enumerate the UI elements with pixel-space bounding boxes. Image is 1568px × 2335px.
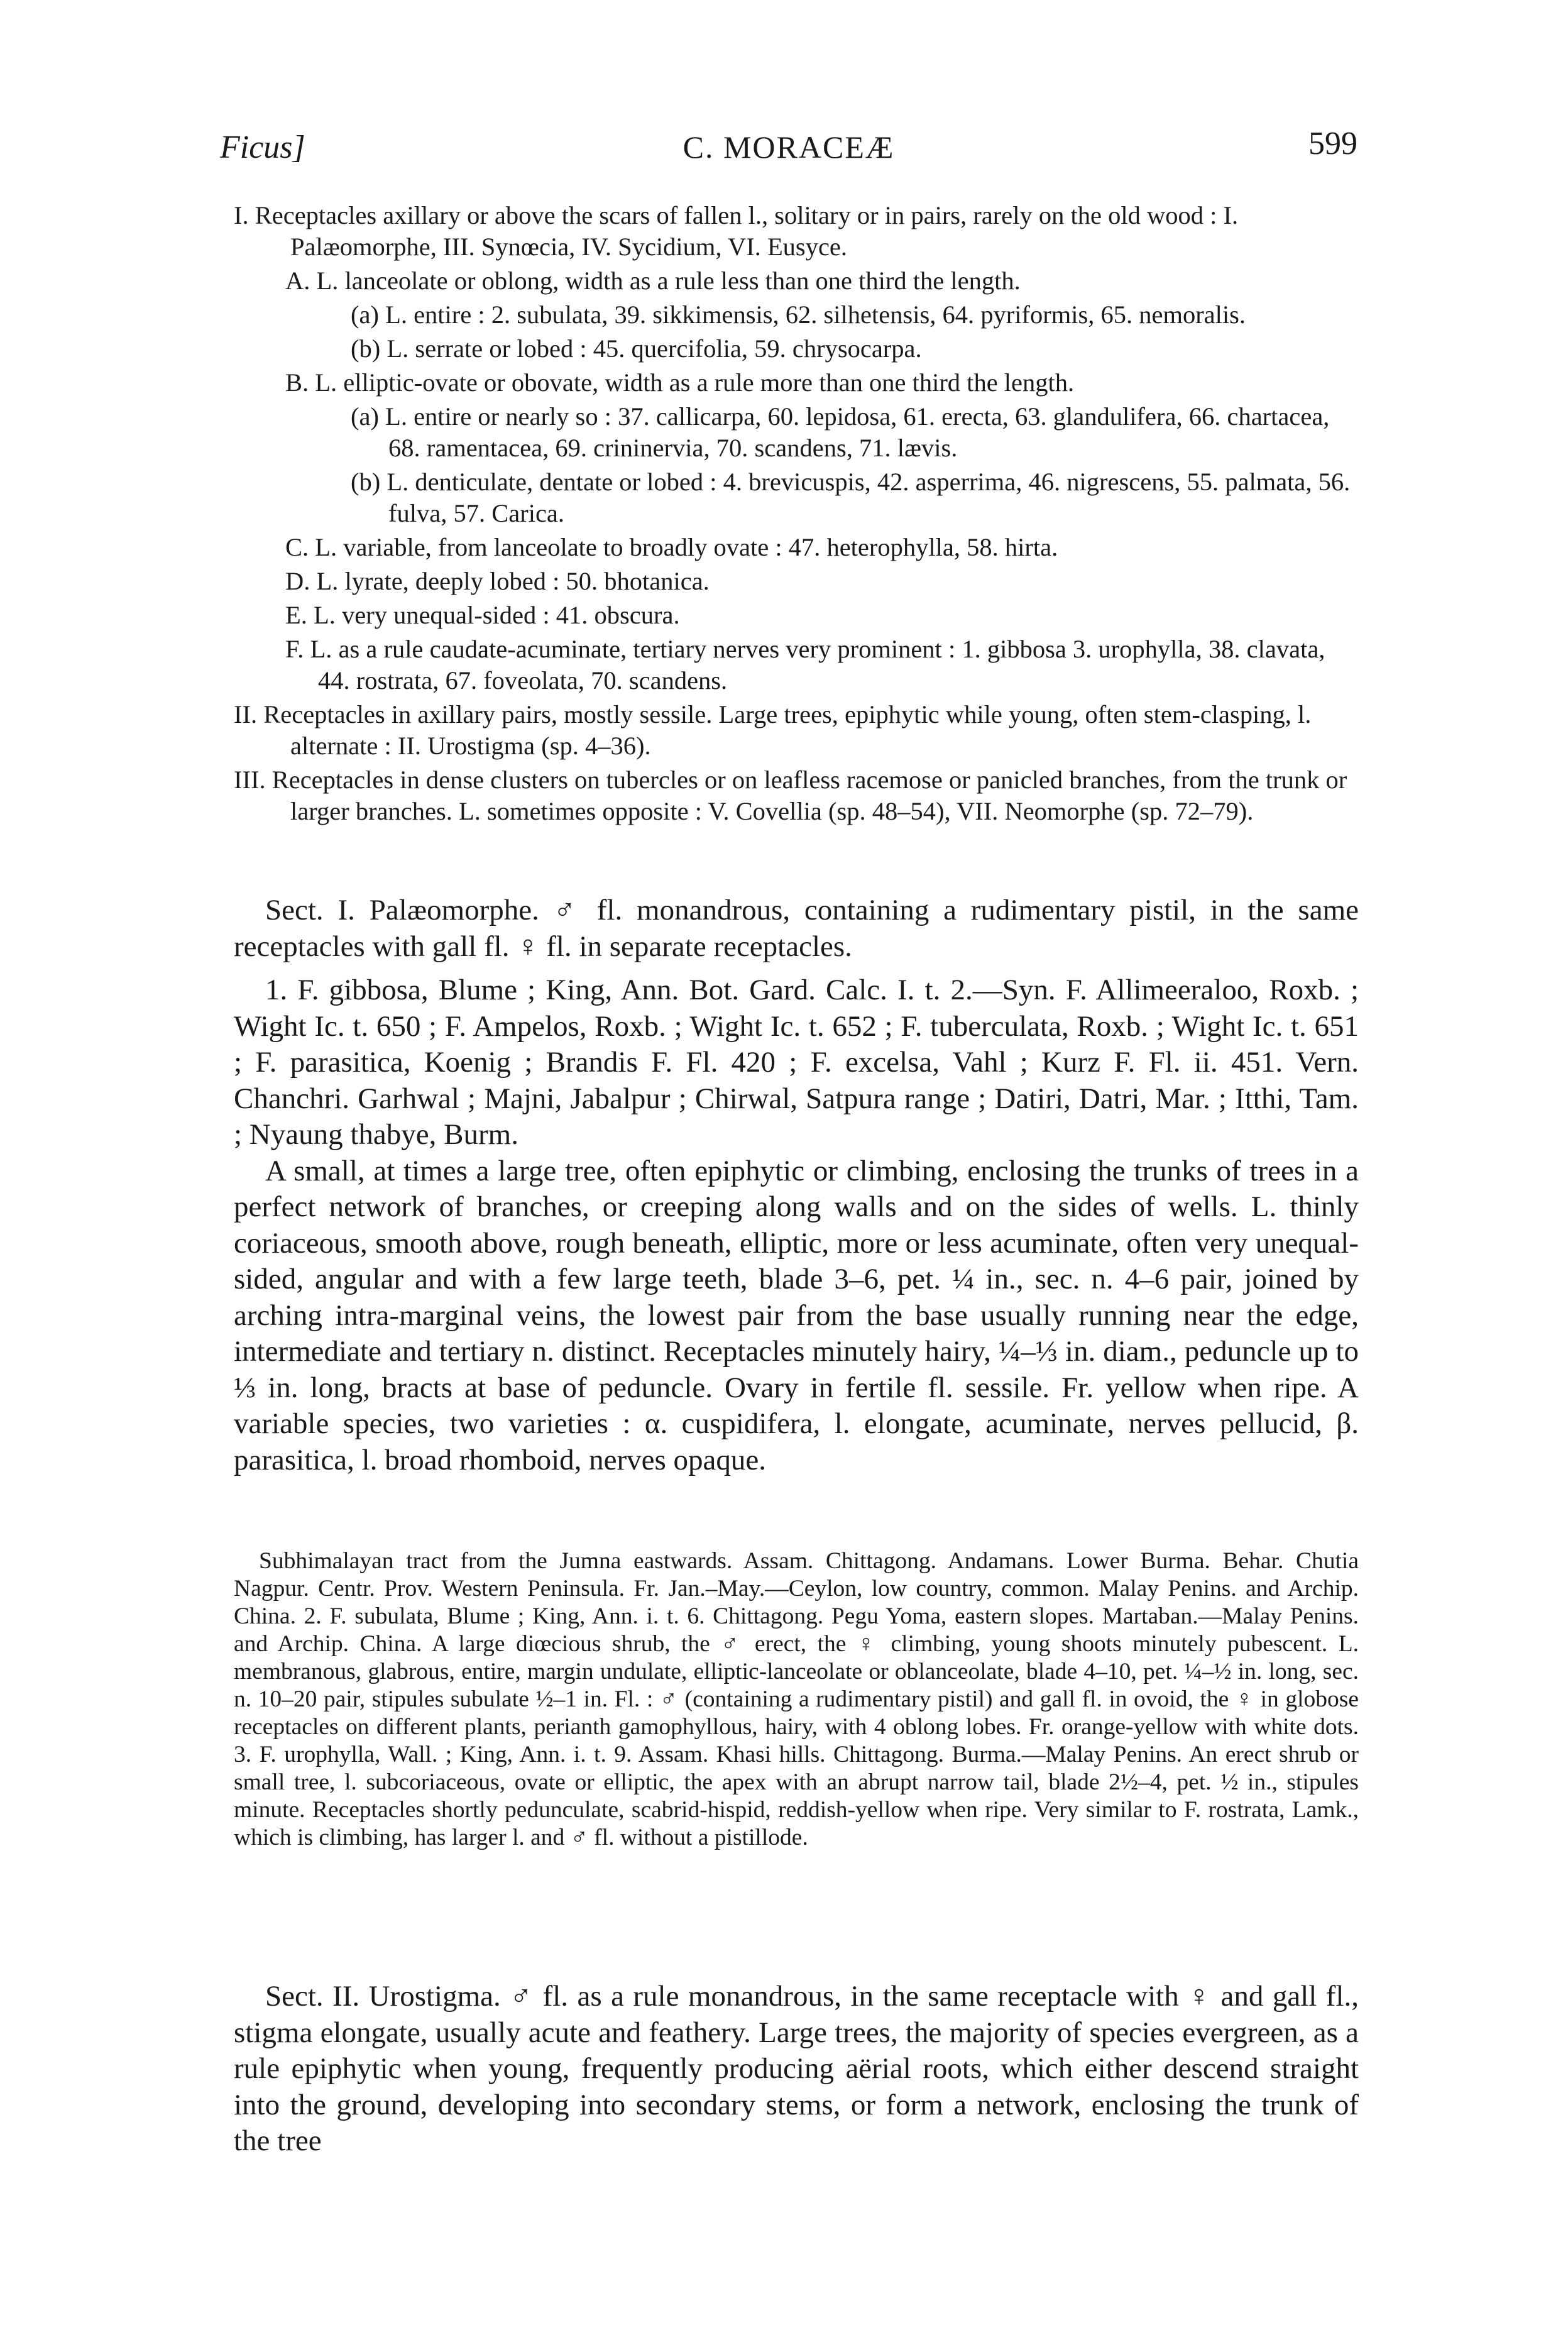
key-item-C: C. L. variable, from lanceolate to broadly ovate : 47. heterophylla, 58. hirta. [285, 533, 1058, 561]
key-item-II: II. Receptacles in axillary pairs, mostly sessile. Large trees, epiphytic while young, often stem-clasping, l. alternate : II. Urostigma (sp. 4–36). [234, 700, 1312, 760]
family-title: C. MORACEÆ [683, 129, 895, 165]
distribution-paragraph: Subhimalayan tract from the Jumna eastwards. Assam. Chittagong. Andamans. Lower Burma. Behar. Chutia Nagpur. Centr. Prov. Western Peninsula. Fr. Jan.–May.—Ceylon, low country, common. Malay Penins. and Archip. China. 2. F. subulata, Blume ; King, Ann. i. t. 6. Chittagong. Pegu Yoma, eastern slopes. Martaban.—Malay Penins. and Archip. China. A large diœcious shrub, the ♂ erect, the ♀ climbing, young shoots minutely pubescent. L. membranous, glabrous, entire, margin undulate, elliptic-lanceolate or oblanceolate, blade 4–10, pet. ¼–½ in. long, sec. n. 10–20 pair, stipules subulate ½–1 in. Fl. : ♂ (containing a rudimentary pistil) and gall fl. in ovoid, the ♀ in globose receptacles on different plants, perianth gamophyllous, hairy, with 4 oblong lobes. Fr. orange-yellow with white dots. 3. F. urophylla, Wall. ; King, Ann. i. t. 9. Assam. Khasi hills. Chittagong. Burma.—Malay Penins. An erect shrub or small tree, l. subcoriaceous, ovate or elliptic, the apex with an abrupt narrow tail, blade 2½–4, pet. ½ in., stipules minute. Receptacles shortly pedunculate, scabrid-hispid, reddish-yellow when ripe. Very similar to F. rostrata, Lamk., which is climbing, has larger l. and ♂ fl. without a pistillode. [234, 1548, 1359, 1850]
running-header [220, 126, 1357, 179]
section-1-heading: Sect. I. Palæomorphe. ♂ fl. monandrous, containing a rudimentary pistil, in the same receptacles with gall fl. ♀ fl. in separate receptacles. [234, 894, 1359, 963]
key-item-A-a: (a) L. entire : 2. subulata, 39. sikkimensis, 62. silhetensis, 64. pyriformis, 65. nemoralis. [351, 300, 1246, 329]
key-item-A: A. L. lanceolate or oblong, width as a rule less than one third the length. [285, 266, 1021, 295]
page-number: 599 [1308, 126, 1357, 162]
key-item-III: III. Receptacles in dense clusters on tubercles or on leafless racemose or panicled branches, from the trunk or larger branches. L. sometimes opposite : V. Covellia (sp. 48–54), VII. Neomorphe (sp. 72–79). [234, 766, 1347, 825]
section-2 [234, 1979, 1359, 2160]
key-item-D: D. L. lyrate, deeply lobed : 50. bhotanica. [285, 567, 710, 595]
key-item-B-a: (a) L. entire or nearly so : 37. callicarpa, 60. lepidosa, 61. erecta, 63. glandulifera, 66. chartacea, 68. ramentacea, 69. crininervia, 70. scandens, 71. lævis. [351, 402, 1330, 462]
key-item-A-b: (b) L. serrate or lobed : 45. quercifolia, 59. chrysocarpa. [351, 334, 922, 363]
section-2-text: Sect. II. Urostigma. ♂ fl. as a rule monandrous, in the same receptacle with ♀ and gall fl., stigma elongate, usually acute and feathery. Large trees, the majority of species evergreen, as a rule epiphytic when young, frequently producing aërial roots, which either descend straight into the ground, developing into secondary stems, or form a network, enclosing the trunk of the tree [234, 1980, 1359, 2157]
key-item-B: B. L. elliptic-ovate or obovate, width as a rule more than one third the length. [285, 368, 1075, 397]
identification-key [234, 200, 1359, 827]
key-item-E: E. L. very unequal-sided : 41. obscura. [285, 601, 680, 629]
species-1-synonymy: 1. F. gibbosa, Blume ; King, Ann. Bot. Gard. Calc. I. t. 2.—Syn. F. Allimeeraloo, Roxb. ; Wight Ic. t. 650 ; F. Ampelos, Roxb. ; Wight Ic. t. 652 ; F. tuberculata, Roxb. ; Wight Ic. t. 651 ; F. parasitica, Koenig ; Brandis F. Fl. 420 ; F. excelsa, Vahl ; Kurz F. Fl. ii. 451. Vern. Chanchri. Garhwal ; Majni, Jabalpur ; Chirwal, Satpura range ; Datiri, Datri, Mar. ; Itthi, Tam. ; Nyaung thabye, Burm. [234, 974, 1359, 1151]
species-1-description: A small, at times a large tree, often epiphytic or climbing, enclosing the trunks of trees in a perfect network of branches, or creeping along walls and on the sides of wells. L. thinly coriaceous, smooth above, rough beneath, elliptic, more or less acuminate, often very unequal-sided, angular and with a few large teeth, blade 3–6, pet. ¼ in., sec. n. 4–6 pair, joined by arching intra-marginal veins, the lowest pair from the base usually running near the edge, intermediate and tertiary n. distinct. Receptacles minutely hairy, ¼–⅓ in. diam., peduncle up to ⅓ in. long, bracts at base of peduncle. Ovary in fertile fl. sessile. Fr. yellow when ripe. A variable species, two varieties : α. cuspidifera, l. elongate, acuminate, nerves pellucid, β. parasitica, l. broad rhomboid, nerves opaque. [234, 1154, 1359, 1476]
main-text [234, 893, 1359, 1478]
key-item-I: I. Receptacles axillary or above the scars of fallen l., solitary or in pairs, rarely on the old wood : I. Palæomorphe, III. Synœcia, IV. Sycidium, VI. Eusyce. [234, 201, 1239, 261]
key-item-F: F. L. as a rule caudate-acuminate, tertiary nerves very prominent : 1. gibbosa 3. urophylla, 38. clavata, 44. rostrata, 67. foveolata, 70. scandens. [285, 635, 1325, 695]
key-item-B-b: (b) L. denticulate, dentate or lobed : 4. brevicuspis, 42. asperrima, 46. nigrescens, 55. palmata, 56. fulva, 57. Carica. [351, 468, 1351, 527]
distribution-notes [234, 1547, 1359, 1852]
running-head-genus: Ficus] [220, 129, 305, 165]
